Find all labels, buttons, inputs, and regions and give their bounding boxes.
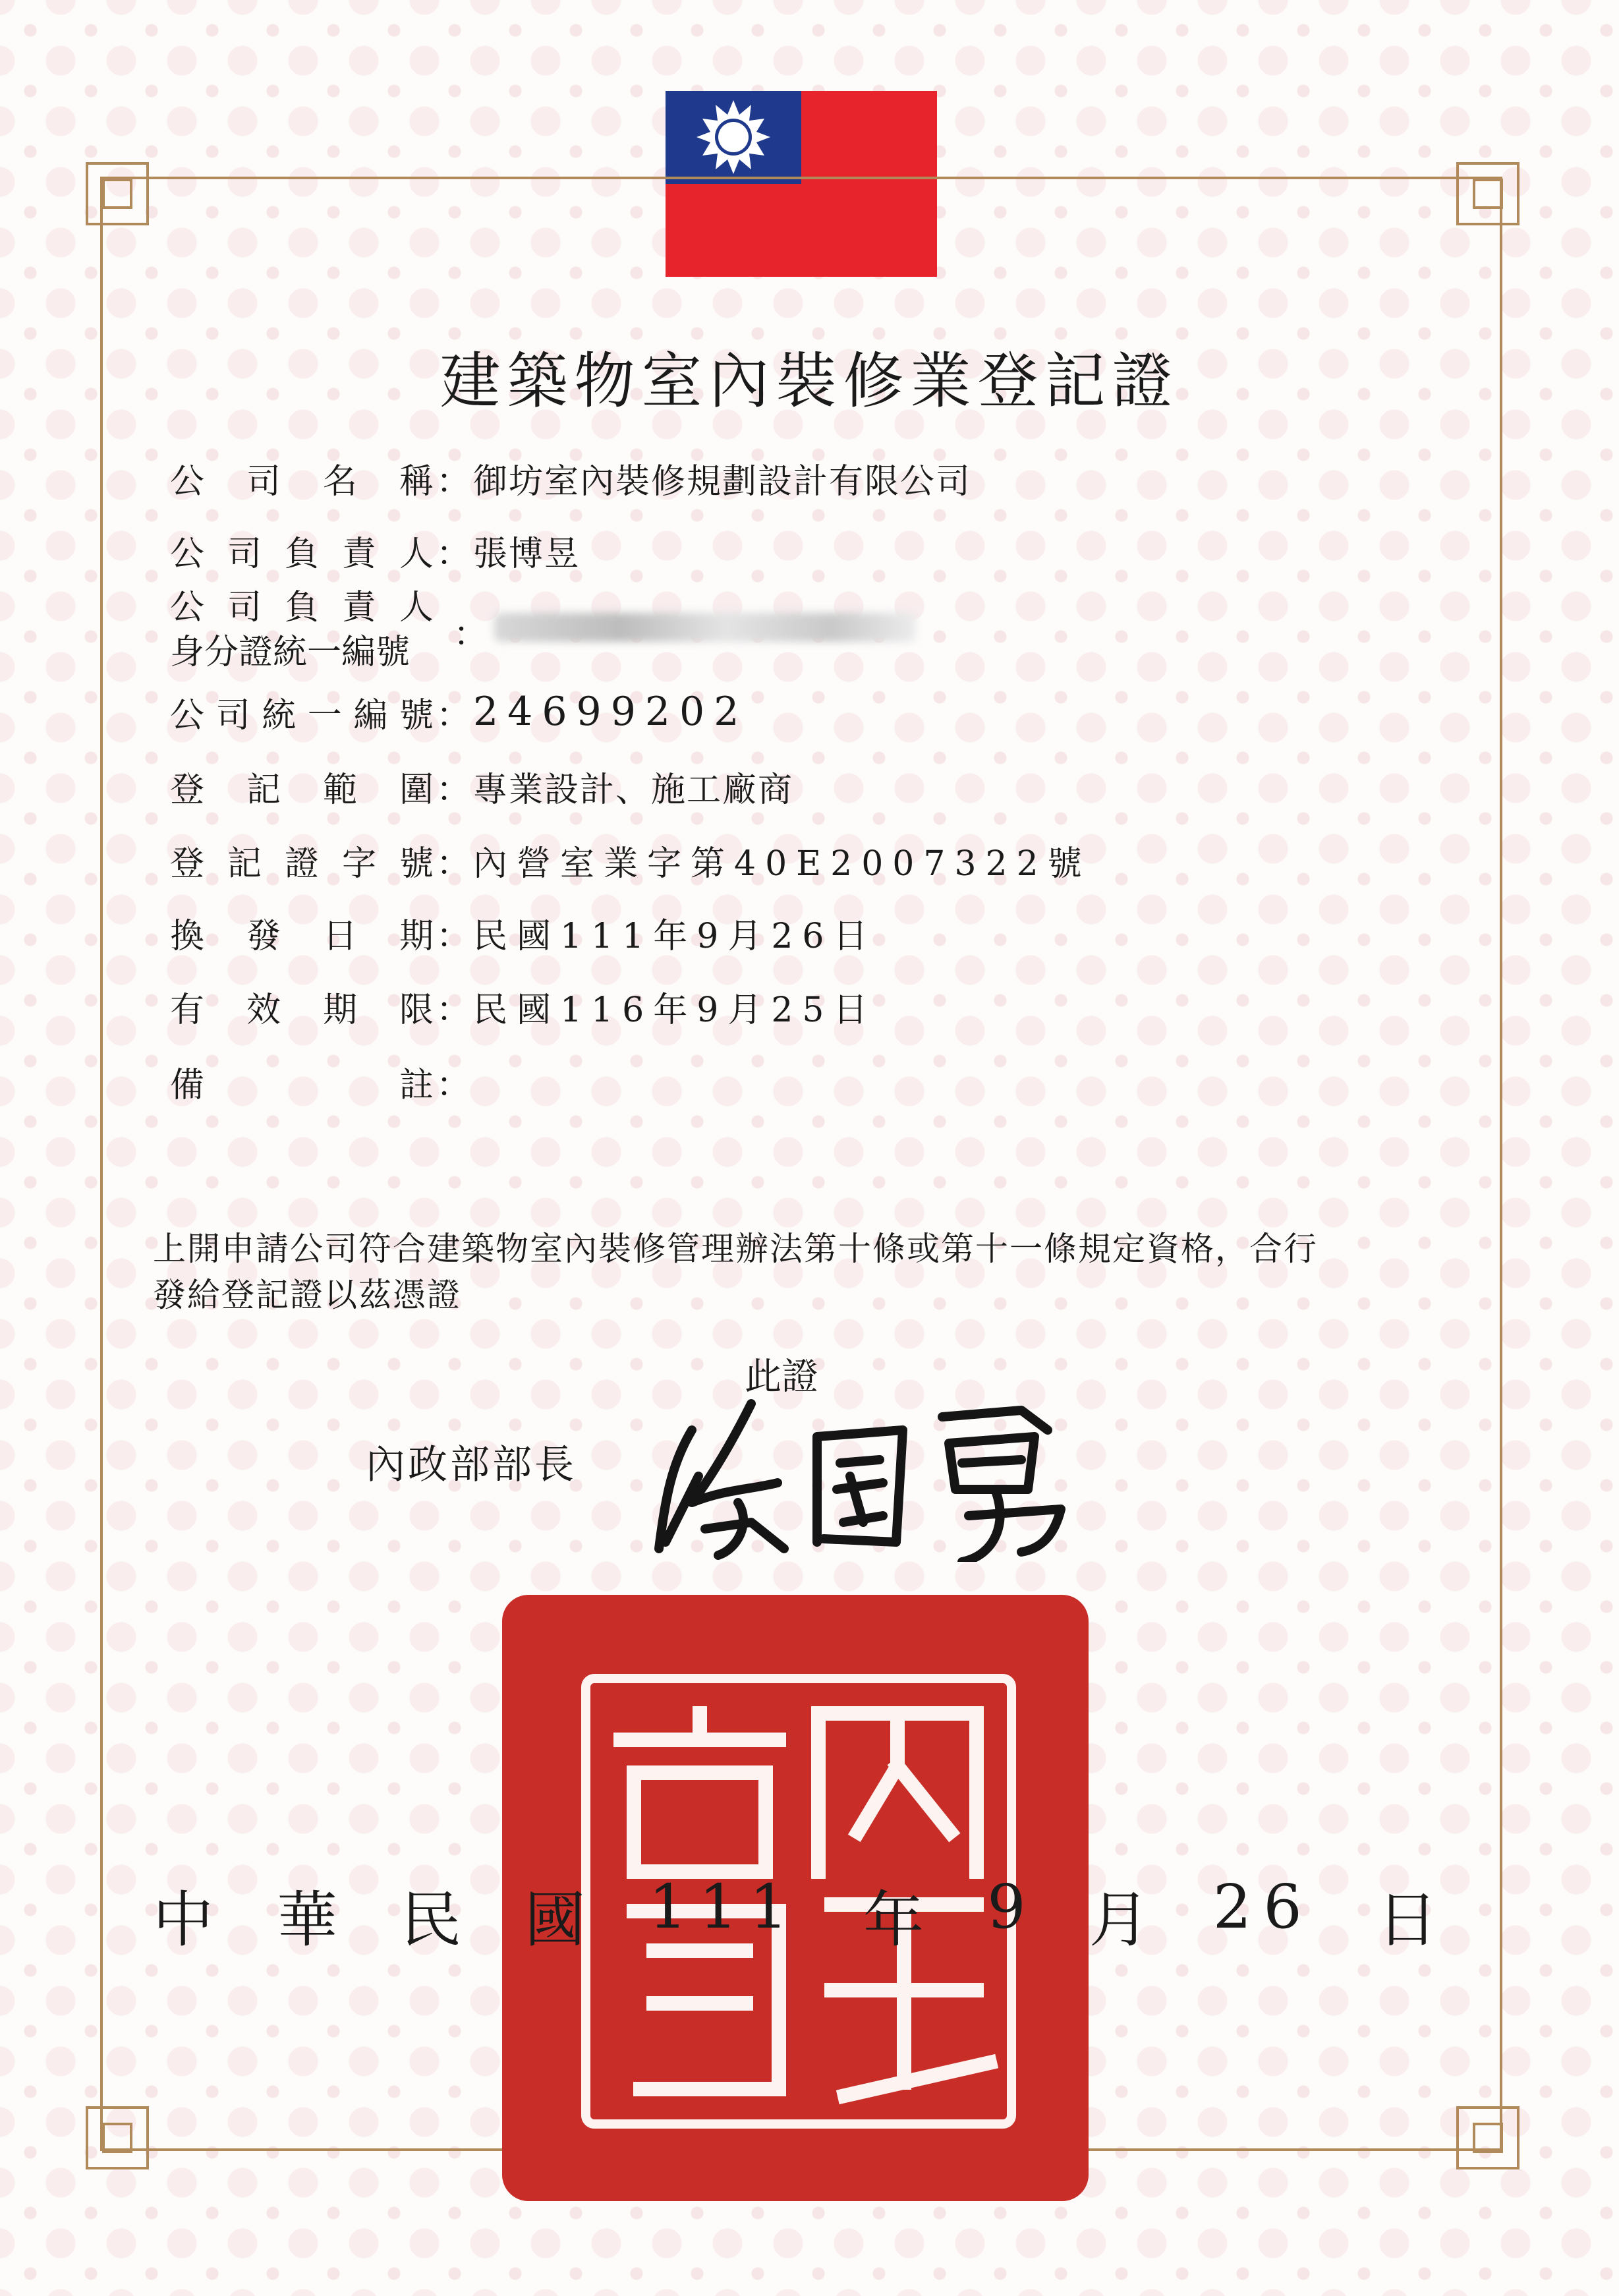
certification-mark: 此證: [745, 1356, 818, 1398]
row-company-number: [170, 682, 1488, 741]
row-label: 公 司 負 責 人: [170, 534, 434, 574]
issue-date-line: 中 華 民 國 111 年 9 月 26 日: [153, 1872, 1438, 1955]
corner-ornament: [86, 2106, 149, 2169]
owner-value: 張博昱: [473, 534, 581, 574]
row-remarks: [170, 1052, 1488, 1111]
redacted-id-value: [494, 613, 916, 642]
colon: ：: [436, 534, 470, 574]
valid-until-value: 民國116年9月25日: [473, 990, 877, 1030]
colon: ：: [453, 615, 488, 654]
minister-title: 內政部部長: [366, 1442, 577, 1488]
row-label: 有 效 期 限: [170, 990, 434, 1030]
flag-canton: [666, 91, 801, 184]
corner-ornament: [1456, 162, 1520, 225]
corner-ornament: [1456, 2106, 1520, 2169]
colon: ：: [436, 1065, 470, 1105]
company-number-value: 24699202: [473, 689, 749, 735]
row-company-name: [170, 448, 1488, 507]
white-sun-icon: [666, 91, 801, 184]
row-owner: [170, 521, 1488, 580]
colon: ：: [436, 695, 470, 735]
row-label: 備 註: [170, 1065, 434, 1105]
row-owner-id-label: 公 司 負 責 人 身分證統一編號: [170, 588, 434, 672]
colon: ：: [436, 461, 470, 502]
colon: ：: [436, 770, 470, 810]
certification-statement: 上開申請公司符合建築物室內裝修管理辦法第十條或第十一條規定資格，合行 發給登記證以茲憑證: [153, 1230, 1318, 1314]
row-label: 公 司 名 稱: [170, 461, 434, 502]
row-label: 登 記 證 字 號: [170, 844, 434, 884]
colon: ：: [436, 844, 470, 884]
issue-date-value: 民國111年9月26日: [473, 916, 877, 956]
row-label: 登 記 範 圍: [170, 770, 434, 810]
cert-number-value: 內營室業字第40E2007322號: [473, 844, 1091, 884]
row-issue-date: [170, 903, 1488, 962]
row-label: 換 發 日 期: [170, 916, 434, 956]
row-label: 公 司 統 一 編 號: [170, 695, 434, 735]
colon: ：: [436, 916, 470, 956]
certificate-title: 建築物室內裝修業登記證: [440, 346, 1179, 416]
row-scope: [170, 757, 1488, 816]
corner-ornament: [86, 162, 149, 225]
colon: ：: [436, 990, 470, 1030]
company-name-value: 御坊室內裝修規劃設計有限公司: [473, 461, 972, 502]
row-valid-until: [170, 977, 1488, 1036]
minister-signature-icon: [652, 1391, 1074, 1562]
row-cert-number: [170, 830, 1488, 890]
scope-value: 專業設計、施工廠商: [473, 770, 794, 810]
